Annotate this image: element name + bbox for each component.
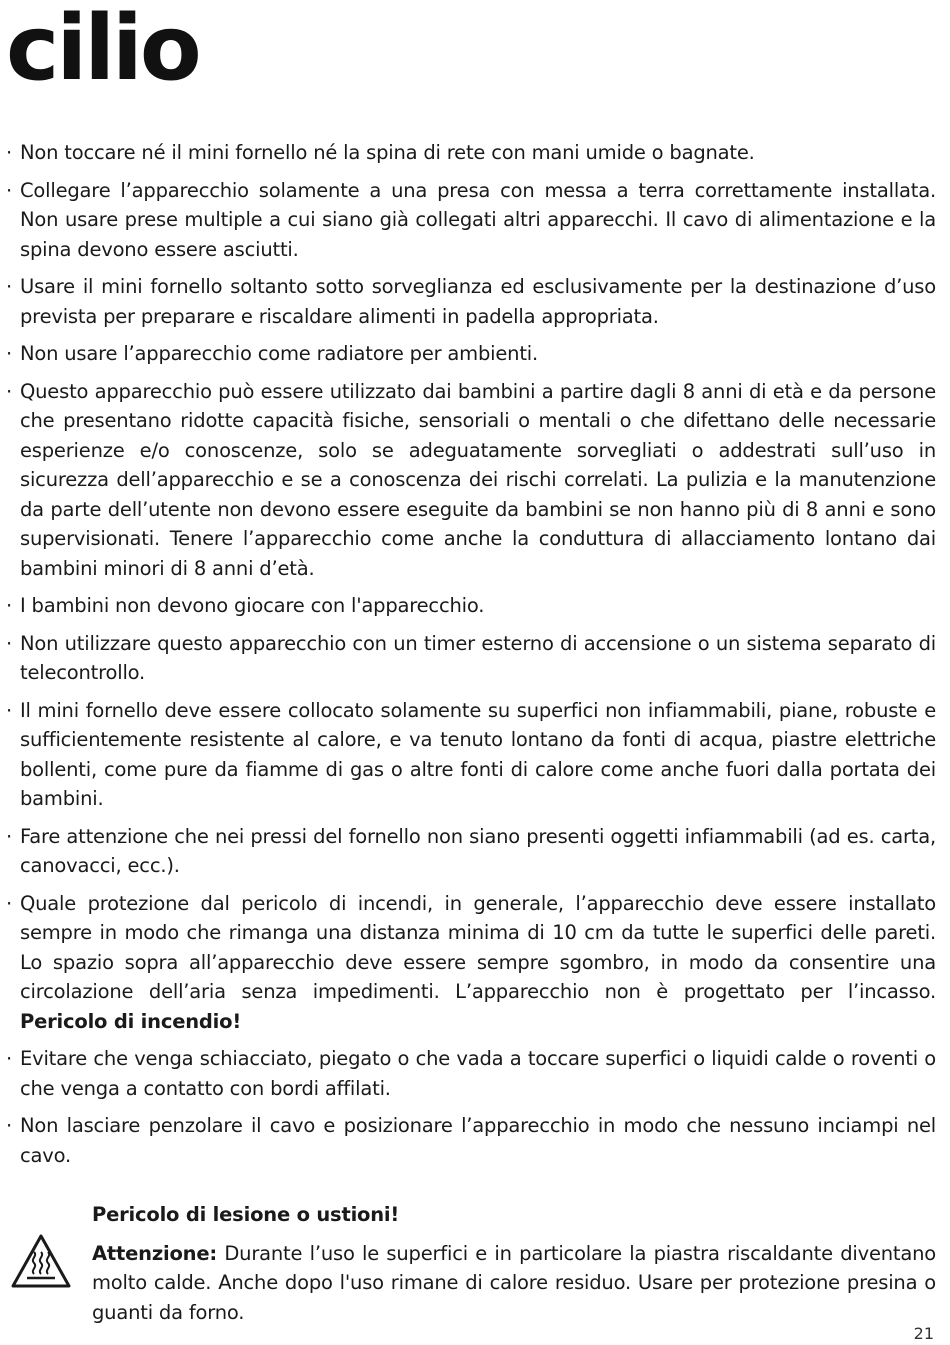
safety-instruction-item: [6, 1044, 936, 1103]
safety-instruction-item: [6, 591, 936, 621]
instruction-text: Evitare che venga schiacciato, piegato o che vada a toccare superfici o liquidi calde o roventi o che venga a contatto con bordi affilati.: [20, 1047, 936, 1100]
fire-danger-emphasis: Pericolo di incendio!: [20, 1009, 242, 1033]
instruction-text: Questo apparecchio può essere utilizzato dai bambini a partire dagli 8 anni di età e da persone che presentano ridotte capacità fisiche, sensoriali o mentali o che difettano delle necessarie esperienze e/o conoscenze, solo se adeguatamente sorvegliati o addestrati sull’uso in sicurezza dell’apparecchio e se a conoscenza dei rischi correlati. La pulizia e la manutenzione da parte dell’utente non devono essere eseguite da bambini se non hanno più di 8 anni e sono supervisionati. Tenere l’apparecchio come anche la conduttura di allacciamento lontano dai bambini minori di 8 anni d’età.: [20, 379, 936, 580]
bullet-marker: ·: [6, 824, 12, 848]
instruction-text: Non lasciare penzolare il cavo e posizionare l’apparecchio in modo che nessuno inciampi nel cavo.: [20, 1114, 936, 1167]
bullet-marker: ·: [6, 178, 12, 202]
instruction-text: Collegare l’apparecchio solamente a una presa con messa a terra correttamente installata. Non usare prese multiple a cui siano già collegati altri apparecchi. Il cavo di alimentazione e la spina devono essere asciutti.: [20, 178, 936, 261]
bullet-marker: ·: [6, 1047, 12, 1070]
instruction-text: Non utilizzare questo apparecchio con un timer esterno di accensione o un sistema separato di telecontrollo.: [20, 631, 936, 684]
safety-instruction-item: [6, 339, 936, 369]
warning-heading: Pericolo di lesione o ustioni!: [92, 1203, 400, 1226]
bullet-marker: ·: [6, 141, 12, 164]
instruction-text: Quale protezione dal pericolo di incendi, in generale, l’apparecchio deve essere installato sempre in modo che rimanga una distanza minima di 10 cm da tutte le superfici delle pareti. Lo spazio sopra all’apparecchio deve essere sempre sgombro, in modo da consentire una circolazione dell’aria senza impedimenti. L’apparecchio non è progettato per l’incasso.: [20, 891, 936, 1003]
page-number: 21: [913, 1324, 934, 1343]
warning-body: [92, 1239, 936, 1328]
bullet-marker: ·: [6, 1114, 12, 1137]
warning-label: Attenzione:: [92, 1241, 217, 1265]
safety-instruction-item: [6, 629, 936, 688]
instruction-text: Il mini fornello deve essere collocato solamente su superfici non infiammabili, piane, robuste e sufficientemente resistente al calore, e va tenuto lontano da fonti di acqua, piastre elettriche bollenti, come pure da fiamme di gas o altre fonti di calore come anche fuori dalla portata dei bambini.: [20, 698, 936, 810]
bullet-marker: ·: [6, 698, 12, 722]
safety-instruction-item: [6, 1111, 936, 1170]
instruction-text: Fare attenzione che nei pressi del fornello non siano presenti oggetti infiammabili (ad es. carta, canovacci, ecc.).: [20, 824, 936, 877]
bullet-marker: ·: [6, 275, 12, 298]
bullet-marker: ·: [6, 342, 12, 365]
bullet-marker: ·: [6, 891, 12, 915]
instruction-text: I bambini non devono giocare con l'apparecchio.: [20, 594, 485, 617]
instruction-text: Non usare l’apparecchio come radiatore per ambienti.: [20, 342, 538, 365]
hot-surface-warning-icon: [10, 1233, 72, 1289]
safety-instruction-item: [6, 822, 936, 881]
safety-instruction-item: [6, 138, 936, 168]
bullet-marker: ·: [6, 631, 12, 655]
bullet-marker: ·: [6, 379, 12, 403]
safety-instruction-item: [6, 377, 936, 584]
safety-instruction-item: [6, 272, 936, 331]
bullet-marker: ·: [6, 594, 12, 617]
warning-body-text: Durante l’uso le superfici e in particolare la piastra riscaldante diventano molto calde. Anche dopo l'uso rimane di calore residuo. Usare per protezione presina o guanti da forno.: [92, 1241, 937, 1324]
warning-text: [92, 1200, 936, 1327]
safety-instruction-item: [6, 696, 936, 814]
cilio-logo: cilio: [6, 0, 199, 101]
instruction-text: Non toccare né il mini fornello né la spina di rete con mani umide o bagnate.: [20, 141, 755, 164]
safety-instructions-list: [6, 138, 936, 1178]
instruction-text: Usare il mini fornello soltanto sotto sorveglianza ed esclusivamente per la destinazione d’uso prevista per preparare e riscaldare alimenti in padella appropriata.: [20, 275, 936, 328]
safety-instruction-item: [6, 176, 936, 265]
fire-safety-instruction-item: [6, 889, 936, 1037]
